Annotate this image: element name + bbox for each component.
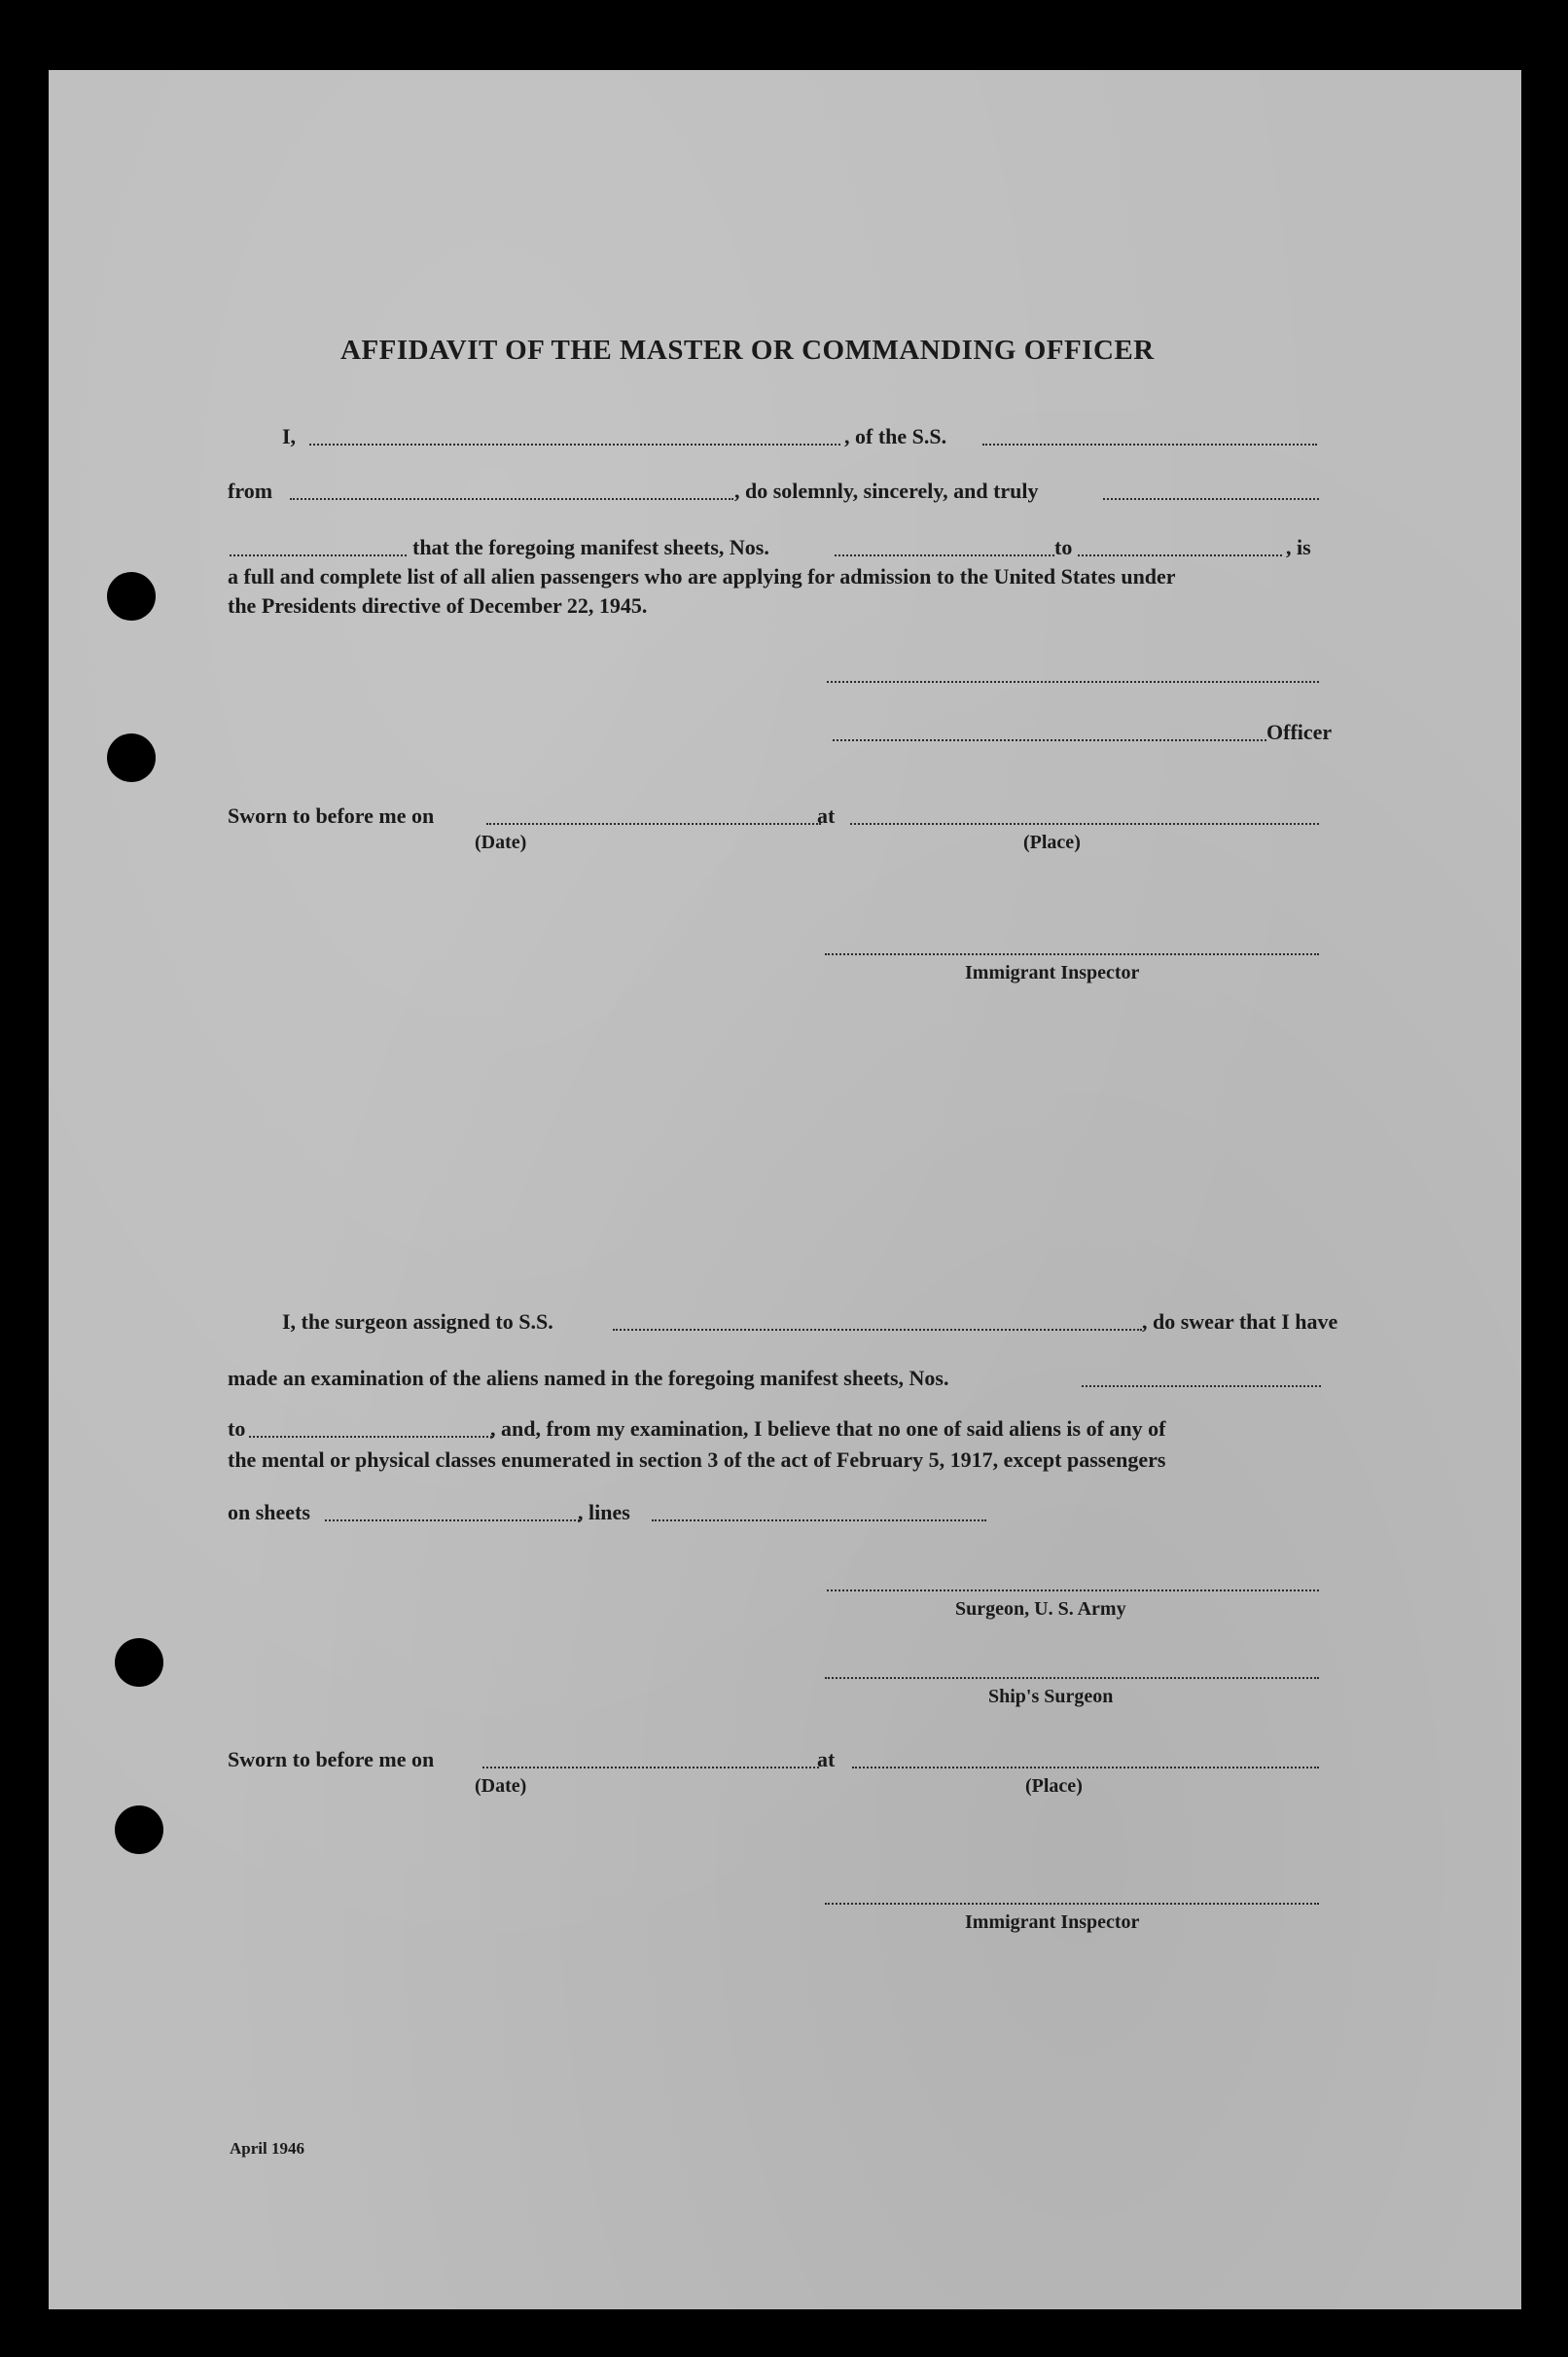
sworn-place-line <box>850 823 1319 825</box>
sheets-to-label: to <box>1054 535 1073 559</box>
exam-sheets-line <box>1082 1385 1321 1387</box>
punch-hole <box>107 572 156 621</box>
surgeon-sworn-date-line <box>482 1767 819 1768</box>
declaration-line <box>230 554 407 556</box>
surgeon-date-caption: (Date) <box>475 1775 527 1797</box>
place-caption: (Place) <box>1023 832 1081 853</box>
army-surgeon-label: Surgeon, U. S. Army <box>955 1598 1126 1620</box>
punch-hole <box>107 733 156 782</box>
surgeon-sworn-label: Sworn to before me on <box>228 1747 435 1771</box>
punch-hole <box>115 1638 163 1687</box>
form-date-footer: April 1946 <box>230 2139 304 2158</box>
examination-label: made an examination of the aliens named in the foregoing manifest sheets, Nos. <box>228 1366 949 1390</box>
statement-line-4: a full and complete list of all alien passengers who are applying for admission to the United States under <box>228 564 1176 589</box>
lines-label: , lines <box>578 1500 630 1524</box>
statement-line-5: the Presidents directive of December 22, 1945. <box>228 593 648 618</box>
master-i-label: I, <box>282 424 297 448</box>
master-name-line <box>309 444 840 446</box>
page-title: AFFIDAVIT OF THE MASTER OR COMMANDING OFFICER <box>340 335 1155 366</box>
sworn-date-line <box>486 823 821 825</box>
exam-to-label: to <box>228 1416 246 1441</box>
sworn-at-label: at <box>817 804 836 828</box>
exam-belief-label: , and, from my examination, I believe that no one of said aliens is of any of <box>490 1416 1166 1441</box>
is-label: , is <box>1286 535 1311 559</box>
surgeon-ship-line <box>613 1329 1142 1331</box>
sheets-to-line <box>1078 554 1282 556</box>
manifest-sheets-label: that the foregoing manifest sheets, Nos. <box>412 535 769 559</box>
surgeon-i-label: I, the surgeon assigned to S.S. <box>282 1309 553 1334</box>
exam-to-line <box>249 1436 492 1438</box>
from-label: from <box>228 479 273 503</box>
punch-hole <box>115 1805 163 1854</box>
inspector-label: Immigrant Inspector <box>965 962 1140 983</box>
solemnly-label: , do solemnly, sincerely, and truly <box>734 479 1039 503</box>
form-sheet <box>49 70 1521 2309</box>
date-caption: (Date) <box>475 832 527 853</box>
classes-label: the mental or physical classes enumerated in section 3 of the act of February 5, 1917, except passengers <box>228 1447 1166 1472</box>
sworn-label: Sworn to before me on <box>228 804 435 828</box>
surgeon-sworn-place-line <box>852 1767 1319 1768</box>
on-sheets-label: on sheets <box>228 1500 310 1524</box>
surgeon-inspector-signature-line <box>825 1903 1319 1905</box>
officer-signature-line-1 <box>827 681 1319 683</box>
officer-label: Officer <box>1266 720 1333 744</box>
truly-line <box>1103 498 1319 500</box>
army-surgeon-signature-line <box>827 1589 1319 1591</box>
surgeon-inspector-label: Immigrant Inspector <box>965 1911 1140 1933</box>
ship-surgeon-label: Ship's Surgeon <box>988 1686 1114 1707</box>
swear-label: , do swear that I have <box>1142 1309 1338 1334</box>
from-line <box>290 498 733 500</box>
ship-name-line <box>982 444 1317 446</box>
ship-surgeon-signature-line <box>825 1677 1319 1679</box>
officer-signature-line-2 <box>833 739 1266 741</box>
lines-line <box>652 1519 986 1521</box>
sheets-from-line <box>835 554 1054 556</box>
inspector-signature-line <box>825 953 1319 955</box>
surgeon-place-caption: (Place) <box>1025 1775 1083 1797</box>
on-sheets-line <box>325 1519 580 1521</box>
surgeon-sworn-at-label: at <box>817 1747 836 1771</box>
master-of-ss-label: , of the S.S. <box>844 424 947 448</box>
